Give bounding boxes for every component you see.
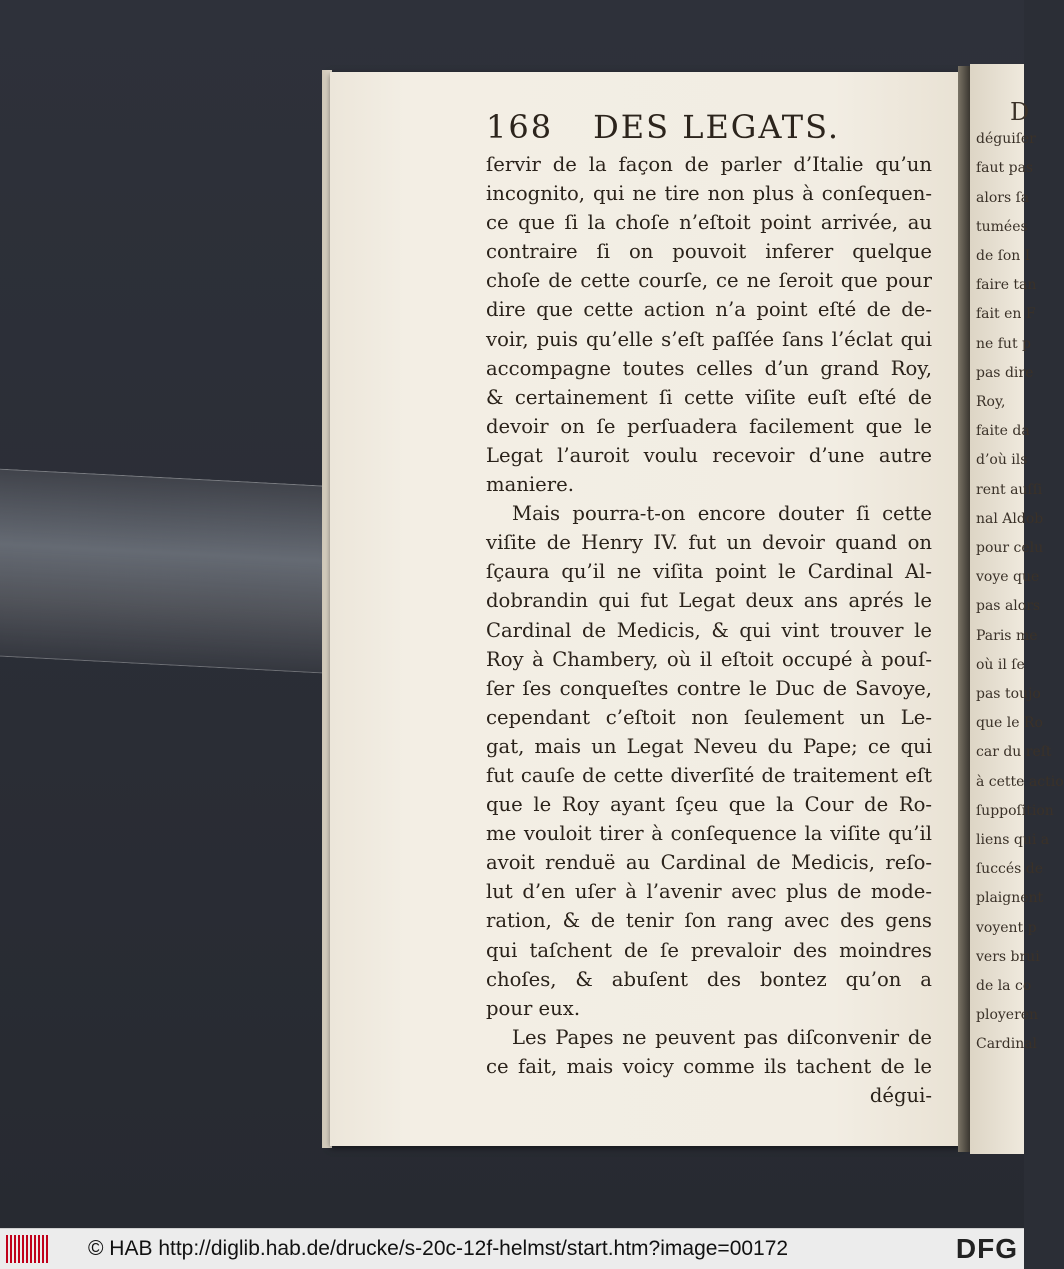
next-page-fragment: pas toujo [976, 686, 1041, 702]
next-page-fragment: ne fut p [976, 335, 1031, 352]
text-line: avoit renduë au Cardinal de Medicis, reſo- [486, 851, 932, 875]
text-line: qui taſchent de ſe prevaloir des moindres [486, 938, 932, 962]
text-line: Legat l’auroit voulu recevoir d’une autre [486, 443, 932, 467]
text-line: & certainement ſi cette viſite euſt eſté de [486, 385, 932, 409]
running-head-title: DES LEGATS. [593, 108, 841, 146]
viewer-footer [0, 1228, 1024, 1269]
next-page-fragment: où il ſe [976, 656, 1025, 673]
next-page-fragment: faite da [976, 423, 1030, 440]
next-page-fragment: rent auſſi [976, 481, 1043, 498]
next-page-fragment: d’où ils [976, 452, 1028, 469]
copyright-url-text: © HAB http://diglib.hab.de/drucke/s-20c-12f-helmst/start.htm?image=00172 [88, 1237, 789, 1260]
next-page-fragment: faut pas [976, 160, 1034, 177]
next-page-fragment: voye que [976, 569, 1040, 586]
text-line: ſervir de la façon de parler d’Italie qu’un [486, 153, 932, 176]
next-page-fragment: ployeren [976, 1007, 1039, 1024]
next-page-fragment: ſuccés de [976, 861, 1044, 878]
text-line: choſe de cette courſe, ce ne ſeroit que pour [486, 269, 932, 293]
text-line: ce fait, mais voicy comme ils tachent de le [486, 1054, 932, 1078]
text-line: dire que cette action n’a point eſté de de- [486, 298, 932, 322]
next-page-fragment: vers brui [976, 948, 1040, 965]
glass-page-holder [0, 469, 360, 676]
text-line: gat, mais un Legat Neveu du Pape; ce qui [486, 734, 932, 758]
text-line: pour eux. [486, 996, 581, 1020]
next-page-fragment: faire tan [976, 277, 1037, 294]
text-line: contraire ſi on pouvoit inferer quelque [486, 240, 932, 264]
next-page-fragment: Paris me [976, 627, 1038, 644]
text-line: que le Roy ayant ſçeu que la Cour de Ro- [486, 793, 932, 817]
text-line: Roy à Chambery, où il eſtoit occupé à pouſ- [486, 647, 932, 671]
next-page-edge [970, 64, 1064, 1154]
next-page-fragment: voyent p [976, 919, 1037, 936]
text-line: choſes, & abuſent des bontez qu’on a [486, 967, 932, 991]
text-line: viſite de Henry IV. fut un devoir quand on [486, 531, 932, 555]
text-line: accompagne toutes celles d’un grand Roy, [486, 356, 932, 380]
next-page-fragment: de ſon I [976, 248, 1031, 264]
running-head [486, 108, 866, 152]
text-line: Les Papes ne peuvent pas diſconvenir de [512, 1025, 932, 1049]
next-page-fragment: de la co [976, 978, 1032, 994]
text-line: incognito, qui ne tire non plus à conſequen- [486, 182, 932, 206]
text-line: maniere. [486, 473, 574, 497]
text-line: devoir on ſe perſuadera facilement que le [486, 414, 932, 438]
next-page-fragment: pour celu [976, 540, 1044, 556]
next-page-fragment: liens qui a [976, 832, 1050, 848]
text-line: me vouloit tirer à conſequence la viſite qu’il [486, 822, 932, 846]
next-page-fragment: fait en F [976, 306, 1036, 323]
text-line: cependant c’eſtoit non ſeulement un Le- [486, 705, 932, 729]
text-line: ration, & de tenir ſon rang avec des gens [486, 909, 932, 933]
next-page-fragment: déguiſer [976, 131, 1036, 148]
text-line: ſçaura qu’il ne viſita point le Cardinal Al- [486, 560, 932, 584]
hab-logo-icon [6, 1235, 48, 1263]
text-line: ce que ſi la choſe n’eſtoit point arrivée, au [486, 211, 932, 235]
text-line: lut d’en uſer à l’avenir avec plus de mode- [486, 880, 932, 904]
next-page-fragment: plaignent [976, 890, 1044, 907]
next-page-fragment: Roy, [976, 394, 1006, 410]
next-page-fragment: alors ſa [976, 189, 1030, 206]
text-line: Mais pourra-t-on encore douter ſi cette [512, 502, 932, 526]
next-page-fragment: que le Ro [976, 715, 1043, 732]
catchword: dégui- [869, 1084, 932, 1107]
next-page-fragment: D [1010, 98, 1030, 126]
next-page-fragment: nal Aldob [976, 510, 1044, 527]
page-body [486, 150, 932, 1110]
text-line: Cardinal de Medicis, & qui vint trouver le [486, 618, 932, 642]
text-line: dobrandin qui fut Legat deux ans aprés le [486, 589, 932, 613]
next-page-fragment: pas alors [976, 598, 1041, 615]
text-line: ſer ſes conqueſtes contre le Duc de Savoye, [486, 676, 932, 700]
next-page-fragment: à cette actio [976, 773, 1064, 790]
page-number: 168 [486, 108, 554, 146]
next-page-fragment: car du reſt [976, 744, 1052, 761]
text-line: voir, puis qu’elle s’eſt paſſée ſans l’éclat qui [486, 327, 932, 351]
next-page-fragment: tumées [976, 218, 1028, 235]
dfg-logo: DFG [955, 1233, 1018, 1264]
text-line: fut cauſe de cette diverſité de traitement eſt [486, 763, 932, 787]
next-page-fragment: Cardinal [976, 1036, 1038, 1053]
next-page-fragment: pas dire [976, 364, 1034, 381]
next-page-fragment: ſuppoſition [976, 802, 1054, 819]
